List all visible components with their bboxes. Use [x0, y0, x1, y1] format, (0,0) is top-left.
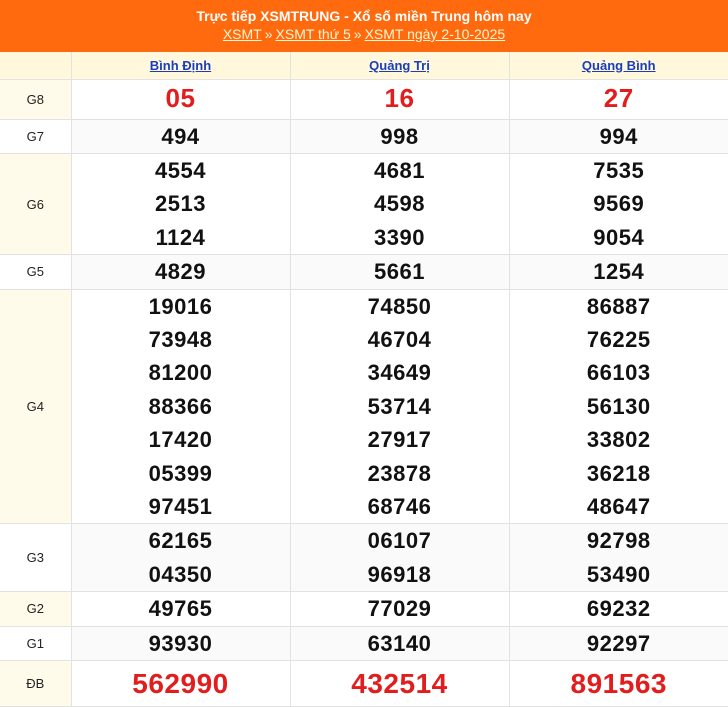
prize-label: G4 — [0, 289, 71, 524]
result-number: 23878 — [291, 457, 509, 490]
result-number: 27917 — [291, 423, 509, 456]
result-number: 05399 — [72, 457, 290, 490]
result-number: 4829 — [72, 255, 290, 288]
result-cell — [509, 153, 728, 254]
result-cell — [290, 119, 509, 153]
prize-row-g7 — [0, 119, 728, 153]
result-cell — [290, 153, 509, 254]
result-cell — [290, 79, 509, 119]
special-prize-number: 891563 — [510, 667, 728, 700]
result-number: 1124 — [72, 221, 290, 254]
result-cell — [290, 255, 509, 289]
result-number: 96918 — [291, 558, 509, 591]
results-table — [0, 52, 728, 707]
result-cell — [509, 289, 728, 524]
prize-label: G2 — [0, 592, 71, 626]
result-cell — [509, 119, 728, 153]
result-number: 494 — [72, 120, 290, 153]
prize-label: G3 — [0, 524, 71, 592]
prize-row-g6 — [0, 153, 728, 254]
prize-column-header — [0, 52, 71, 79]
result-number: 48647 — [510, 490, 728, 523]
prize-row-g8 — [0, 79, 728, 119]
result-number: 34649 — [291, 356, 509, 389]
result-cell — [71, 79, 290, 119]
result-number: 05 — [72, 82, 290, 115]
breadcrumb-separator: » — [262, 26, 276, 42]
result-number: 3390 — [291, 221, 509, 254]
result-number: 36218 — [510, 457, 728, 490]
result-number: 27 — [510, 82, 728, 115]
result-number: 69232 — [510, 592, 728, 625]
breadcrumb-xsmt-weekday-link[interactable]: XSMT thứ 5 — [276, 26, 351, 42]
result-number: 4681 — [291, 154, 509, 187]
result-number: 53490 — [510, 558, 728, 591]
result-cell — [71, 289, 290, 524]
result-cell — [71, 255, 290, 289]
result-number: 81200 — [72, 356, 290, 389]
result-number: 88366 — [72, 390, 290, 423]
result-number: 93930 — [72, 627, 290, 660]
prize-label: G6 — [0, 153, 71, 254]
result-number: 17420 — [72, 423, 290, 456]
result-cell — [71, 626, 290, 660]
result-cell — [71, 119, 290, 153]
prize-label: G7 — [0, 119, 71, 153]
result-number: 4554 — [72, 154, 290, 187]
result-number: 56130 — [510, 390, 728, 423]
result-number: 92297 — [510, 627, 728, 660]
breadcrumb-separator: » — [351, 26, 365, 42]
prize-row-g3 — [0, 524, 728, 592]
result-number: 86887 — [510, 290, 728, 323]
result-number: 998 — [291, 120, 509, 153]
result-number: 9054 — [510, 221, 728, 254]
special-prize-number: 432514 — [291, 667, 509, 700]
province-link-binh-dinh[interactable]: Bình Định — [150, 58, 211, 73]
result-cell — [71, 592, 290, 626]
result-number: 66103 — [510, 356, 728, 389]
prize-row-g5 — [0, 255, 728, 289]
result-number: 92798 — [510, 524, 728, 557]
result-number: 1254 — [510, 255, 728, 288]
province-link-quang-binh[interactable]: Quảng Bình — [582, 58, 656, 73]
result-number: 63140 — [291, 627, 509, 660]
result-cell — [290, 592, 509, 626]
province-header-row — [0, 52, 728, 79]
result-cell — [71, 524, 290, 592]
result-cell — [509, 255, 728, 289]
result-number: 76225 — [510, 323, 728, 356]
prize-row-db — [0, 661, 728, 707]
prize-row-g4 — [0, 289, 728, 524]
result-number: 4598 — [291, 187, 509, 220]
result-number: 2513 — [72, 187, 290, 220]
result-number: 19016 — [72, 290, 290, 323]
result-cell — [290, 524, 509, 592]
result-number: 49765 — [72, 592, 290, 625]
result-number: 68746 — [291, 490, 509, 523]
result-cell — [509, 592, 728, 626]
prize-label: G5 — [0, 255, 71, 289]
result-cell — [71, 661, 290, 707]
result-cell — [509, 524, 728, 592]
result-cell — [290, 289, 509, 524]
result-number: 62165 — [72, 524, 290, 557]
result-number: 73948 — [72, 323, 290, 356]
prize-label: ĐB — [0, 661, 71, 707]
page-header — [0, 0, 728, 52]
result-cell — [290, 661, 509, 707]
result-number: 74850 — [291, 290, 509, 323]
result-number: 06107 — [291, 524, 509, 557]
breadcrumb-xsmt-link[interactable]: XSMT — [223, 26, 262, 42]
result-cell — [509, 661, 728, 707]
page-title: Trực tiếp XSMTRUNG - Xổ số miền Trung hôm nay — [0, 0, 728, 24]
result-number: 04350 — [72, 558, 290, 591]
result-number: 46704 — [291, 323, 509, 356]
prize-label: G8 — [0, 79, 71, 119]
result-cell — [290, 626, 509, 660]
breadcrumb-xsmt-date-link[interactable]: XSMT ngày 2-10-2025 — [365, 26, 506, 42]
result-number: 5661 — [291, 255, 509, 288]
result-number: 16 — [291, 82, 509, 115]
result-cell — [71, 153, 290, 254]
result-number: 53714 — [291, 390, 509, 423]
result-cell — [509, 79, 728, 119]
result-number: 994 — [510, 120, 728, 153]
province-link-quang-tri[interactable]: Quảng Trị — [369, 58, 430, 73]
prize-row-g1 — [0, 626, 728, 660]
result-number: 7535 — [510, 154, 728, 187]
prize-row-g2 — [0, 592, 728, 626]
result-number: 77029 — [291, 592, 509, 625]
result-number: 33802 — [510, 423, 728, 456]
prize-label: G1 — [0, 626, 71, 660]
result-number: 97451 — [72, 490, 290, 523]
breadcrumb — [0, 26, 728, 42]
result-cell — [509, 626, 728, 660]
special-prize-number: 562990 — [72, 667, 290, 700]
result-number: 9569 — [510, 187, 728, 220]
